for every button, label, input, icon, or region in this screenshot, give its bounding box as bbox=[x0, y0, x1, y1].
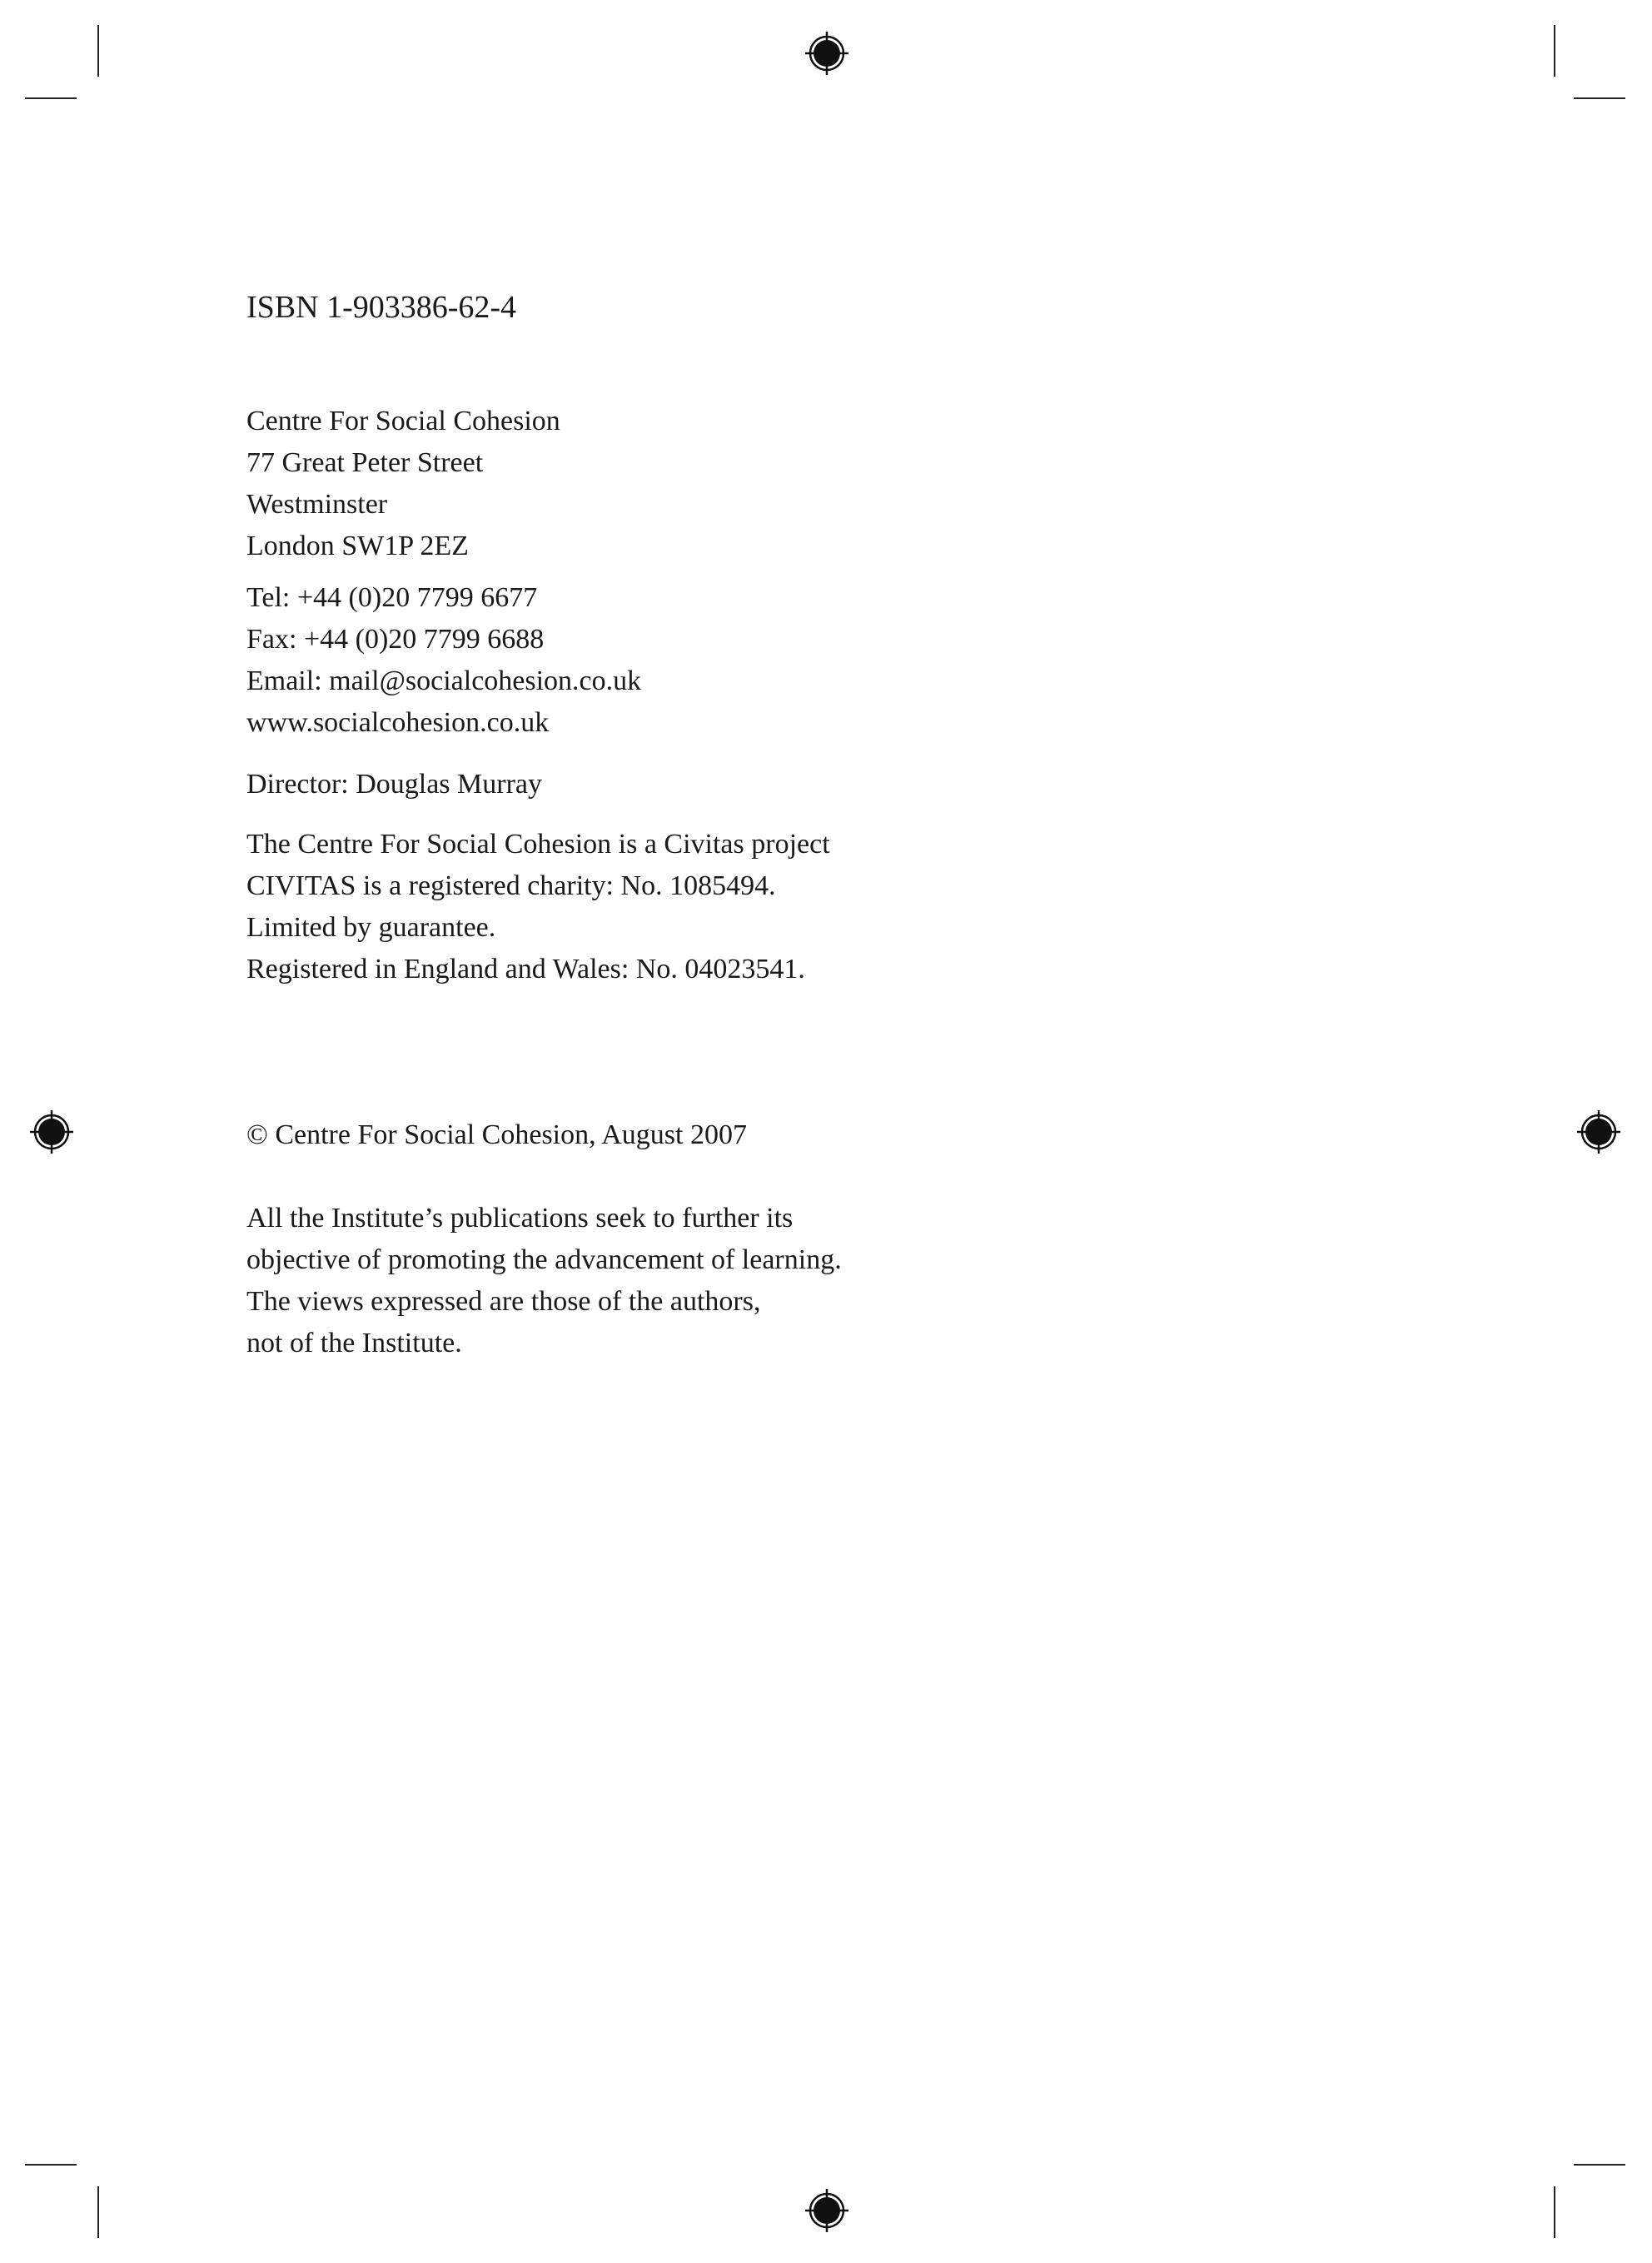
disclaimer-line-2: objective of promoting the advancement of learning. bbox=[246, 1244, 842, 1275]
legal-line-2: CIVITAS is a registered charity: No. 1085494. bbox=[246, 870, 776, 901]
crop-mark-bottom-left-vertical bbox=[97, 2186, 99, 2238]
crop-mark-bottom-left-horizontal bbox=[25, 2164, 77, 2166]
crop-mark-top-left-horizontal bbox=[25, 97, 77, 99]
legal-line-1: The Centre For Social Cohesion is a Civitas project bbox=[246, 829, 830, 860]
director: Director: Douglas Murray bbox=[246, 769, 543, 800]
contact-fax: Fax: +44 (0)20 7799 6688 bbox=[246, 624, 545, 655]
contact-email: Email: mail@socialcohesion.co.uk bbox=[246, 665, 642, 696]
address-street: 77 Great Peter Street bbox=[246, 447, 484, 478]
crop-mark-bottom-right-vertical bbox=[1554, 2186, 1555, 2238]
registration-mark-left-icon bbox=[28, 1109, 75, 1155]
registration-mark-bottom-icon bbox=[804, 2187, 850, 2234]
registration-mark-top-icon bbox=[804, 30, 850, 77]
crop-mark-bottom-right-horizontal bbox=[1574, 2164, 1625, 2166]
copyright: © Centre For Social Cohesion, August 2007 bbox=[246, 1119, 747, 1150]
address-org: Centre For Social Cohesion bbox=[246, 406, 560, 436]
disclaimer-line-3: The views expressed are those of the authors, bbox=[246, 1286, 761, 1317]
legal-line-3: Limited by guarantee. bbox=[246, 912, 496, 943]
legal-line-4: Registered in England and Wales: No. 04023541. bbox=[246, 954, 805, 984]
contact-web: www.socialcohesion.co.uk bbox=[246, 707, 550, 738]
address-area: Westminster bbox=[246, 489, 388, 520]
contact-tel: Tel: +44 (0)20 7799 6677 bbox=[246, 582, 538, 613]
disclaimer-line-1: All the Institute’s publications seek to further its bbox=[246, 1203, 794, 1234]
address-city: London SW1P 2EZ bbox=[246, 531, 469, 561]
isbn: ISBN 1-903386-62-4 bbox=[246, 290, 517, 325]
crop-mark-top-right-vertical bbox=[1554, 25, 1555, 77]
crop-mark-top-left-vertical bbox=[97, 25, 99, 77]
crop-mark-top-right-horizontal bbox=[1574, 97, 1625, 99]
disclaimer-line-4: not of the Institute. bbox=[246, 1328, 462, 1358]
registration-mark-right-icon bbox=[1575, 1109, 1622, 1155]
